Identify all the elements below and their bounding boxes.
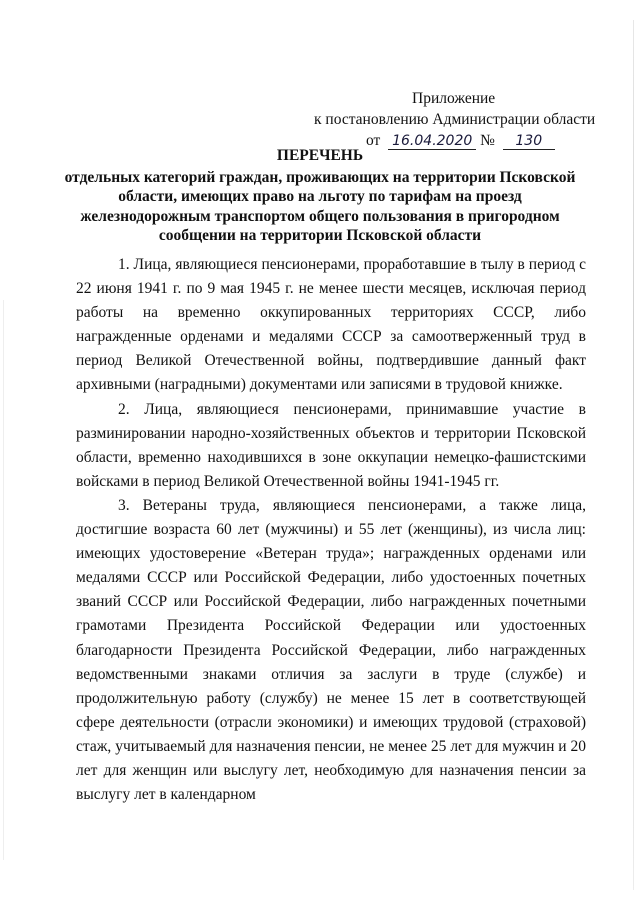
appendix-label: Приложение [412,90,496,107]
document-body [76,253,586,807]
appendix-header [300,88,600,151]
document-subtitle: отдельных категорий граждан, проживающих на территории Псковской области, имеющих право на льготу по тарифам на проезд железнодорожным транспортом общего пользования в пригородном сообщении на территории Псковской области [64,168,576,244]
document-title: ПЕРЕЧЕНЬ [276,147,364,164]
paragraph-3: 3. Ветераны труда, являющиеся пенсионерами, а также лица, достигшие возраста 60 лет (мужчины) и 55 лет (женщины), из числа лиц: имеющих удостоверение «Ветеран труда»; награжденных орденами или медалями СССР или Российской Федерации, либо удостоенных почетных званий СССР или Российской Федерации, либо награжденных почетными грамотами Президента Российской Федерации или удостоенных благодарности Президента Российской Федерации, либо награжденных ведомственными знаками отличия за заслуги в труде (службе) и продолжительную работу (службу) не менее 15 лет в соответствующей сфере деятельности (отрасли экономики) и имеющих трудовой (страховой) стаж, учитываемый для назначения пенсии, не менее 25 лет для мужчин и 20 лет для женщин или выслугу лет, необходимую для назначения пенсии за выслугу лет в календарном [76,496,586,804]
document-title-block [60,146,580,246]
resolution-reference: к постановлению Администрации области [314,111,596,128]
from-label: от [366,132,381,149]
number-sign: № [480,132,495,149]
paragraph-1: 1. Лица, являющиеся пенсионерами, проработавшие в тылу в период с 22 июня 1941 г. по 9 мая 1945 г. не менее шести месяцев, исключая период работы на временно оккупированных территориях СССР, либо награжденные орденами и медалями СССР за самоотверженный труд в период Великой Отечественной войны, подтвердившие данный факт архивными (наградными) документами или записями в трудовой книжке. [76,256,586,394]
scan-edge-left [3,300,4,860]
paragraph-2: 2. Лица, являющиеся пенсионерами, принимавшие участие в разминировании народно-хозяйственных объектов и территории Псковской области, временно находившихся в зоне оккупации немецко-фашистскими войсками в период Великой Отечественной войны 1941-1945 гг. [76,400,586,490]
handwritten-number: 130 [503,133,555,150]
scan-edge-right [633,20,634,890]
handwritten-date: 16.04.2020 [388,133,476,150]
